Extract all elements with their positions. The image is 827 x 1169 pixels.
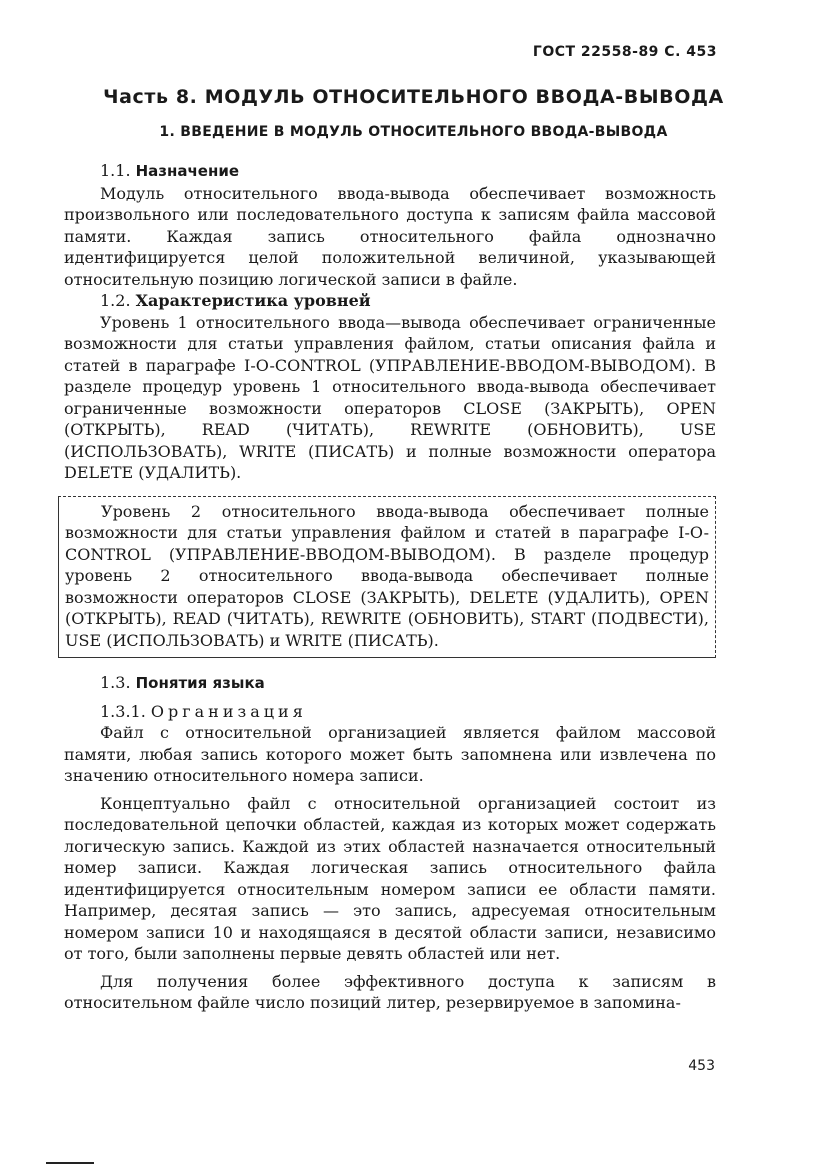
subsection-number: 1.3.: [100, 673, 131, 692]
level-2-box: [58, 496, 716, 659]
page-number: 453: [688, 1058, 715, 1074]
subsection-title: Понятия языка: [135, 674, 265, 692]
subsection-title: Характеристика уровней: [135, 291, 371, 310]
margin-mark: [46, 1162, 94, 1164]
subsection-heading-1-2: [64, 290, 716, 312]
subsection-number: 1.1.: [100, 161, 131, 180]
subsection-heading-1-1: [64, 160, 716, 183]
subsubsection-heading: [64, 701, 716, 723]
subsubsection-number: 1.3.1.: [100, 701, 146, 721]
paragraph-organization-2: Концептуально файл с относительной организацией состоит из последовательной цепочки областей, каждая из которых может содержать логическую запись. Каждой из этих областей назначается относительный номер записи. Каждая логическая запись относительного файла идентифицируется относительным номером записи ее области памяти. Например, десятая запись — это запись, адресуемая относительным номером записи 10 и находящаяся в десятой области записи, независимо от того, были заполнены первые девять областей или нет.: [64, 793, 716, 963]
paragraph-organization-1: Файл с относительной организацией является файлом массовой памяти, любая запись которого может быть запомнена или извлечена по значению относительного номера записи.: [64, 723, 716, 785]
paragraph-purpose: Модуль относительного ввода-вывода обеспечивает возможность произвольного или последовательного доступа к записям файла массовой памяти. Каждая запись относительного файла однозначно идентифицируется целой положительной величиной, указывающей относительную позицию логической записи в файле.: [64, 183, 716, 289]
running-header: ГОСТ 22558-89 С. 453: [532, 44, 717, 60]
body-text: [64, 160, 716, 1014]
paragraph-level-1: Уровень 1 относительного ввода—вывода обеспечивает ограниченные возможности для статьи управления файлом, статьи описания файла и статей в параграфе I-O-CONTROL (УПРАВЛЕНИЕ-ВВОДОМ-ВЫВОДОМ). В разделе процедур уровень 1 относительного ввода-вывода обеспечивает ограниченные возможности операторов CLOSE (ЗАКРЫТЬ), OPEN (ОТКРЫТЬ), READ (ЧИТАТЬ), REWRITE (ОБНОВИТЬ), USE (ИСПОЛЬЗОВАТЬ), WRITE (ПИСАТЬ) и полные возможности оператора DELETE (УДАЛИТЬ).: [64, 312, 716, 482]
subsection-number: 1.2.: [100, 291, 131, 310]
subsection-title: Назначение: [135, 162, 240, 180]
subsubsection-title: Организация: [150, 701, 307, 721]
paragraph-level-2: Уровень 2 относительного ввода-вывода обеспечивает полные возможности для статьи управления файлом и статей в параграфе I-O-CONTROL (УПРАВЛЕНИЕ-ВВОДОМ-ВЫВОДОМ). В разделе процедур уровень 2 относительного ввода-вывода обеспечивает полные возможности операторов CLOSE (ЗАКРЫТЬ), DELETE (УДАЛИТЬ), OPEN (ОТКРЫТЬ), READ (ЧИТАТЬ), REWRITE (ОБНОВИТЬ), START (ПОДВЕСТИ), USE (ИСПОЛЬЗОВАТЬ) и WRITE (ПИСАТЬ).: [65, 501, 709, 650]
subsection-heading-1-3: [64, 672, 716, 695]
paragraph-organization-3: Для получения более эффективного доступа к записям в относительном файле число позиций литер, резервируемое в запомина-: [64, 971, 716, 1012]
section-title: 1. ВВЕДЕНИЕ В МОДУЛЬ ОТНОСИТЕЛЬНОГО ВВОДА-ВЫВОДА: [159, 124, 668, 140]
part-title: Часть 8. МОДУЛЬ ОТНОСИТЕЛЬНОГО ВВОДА-ВЫВОДА: [103, 86, 724, 108]
